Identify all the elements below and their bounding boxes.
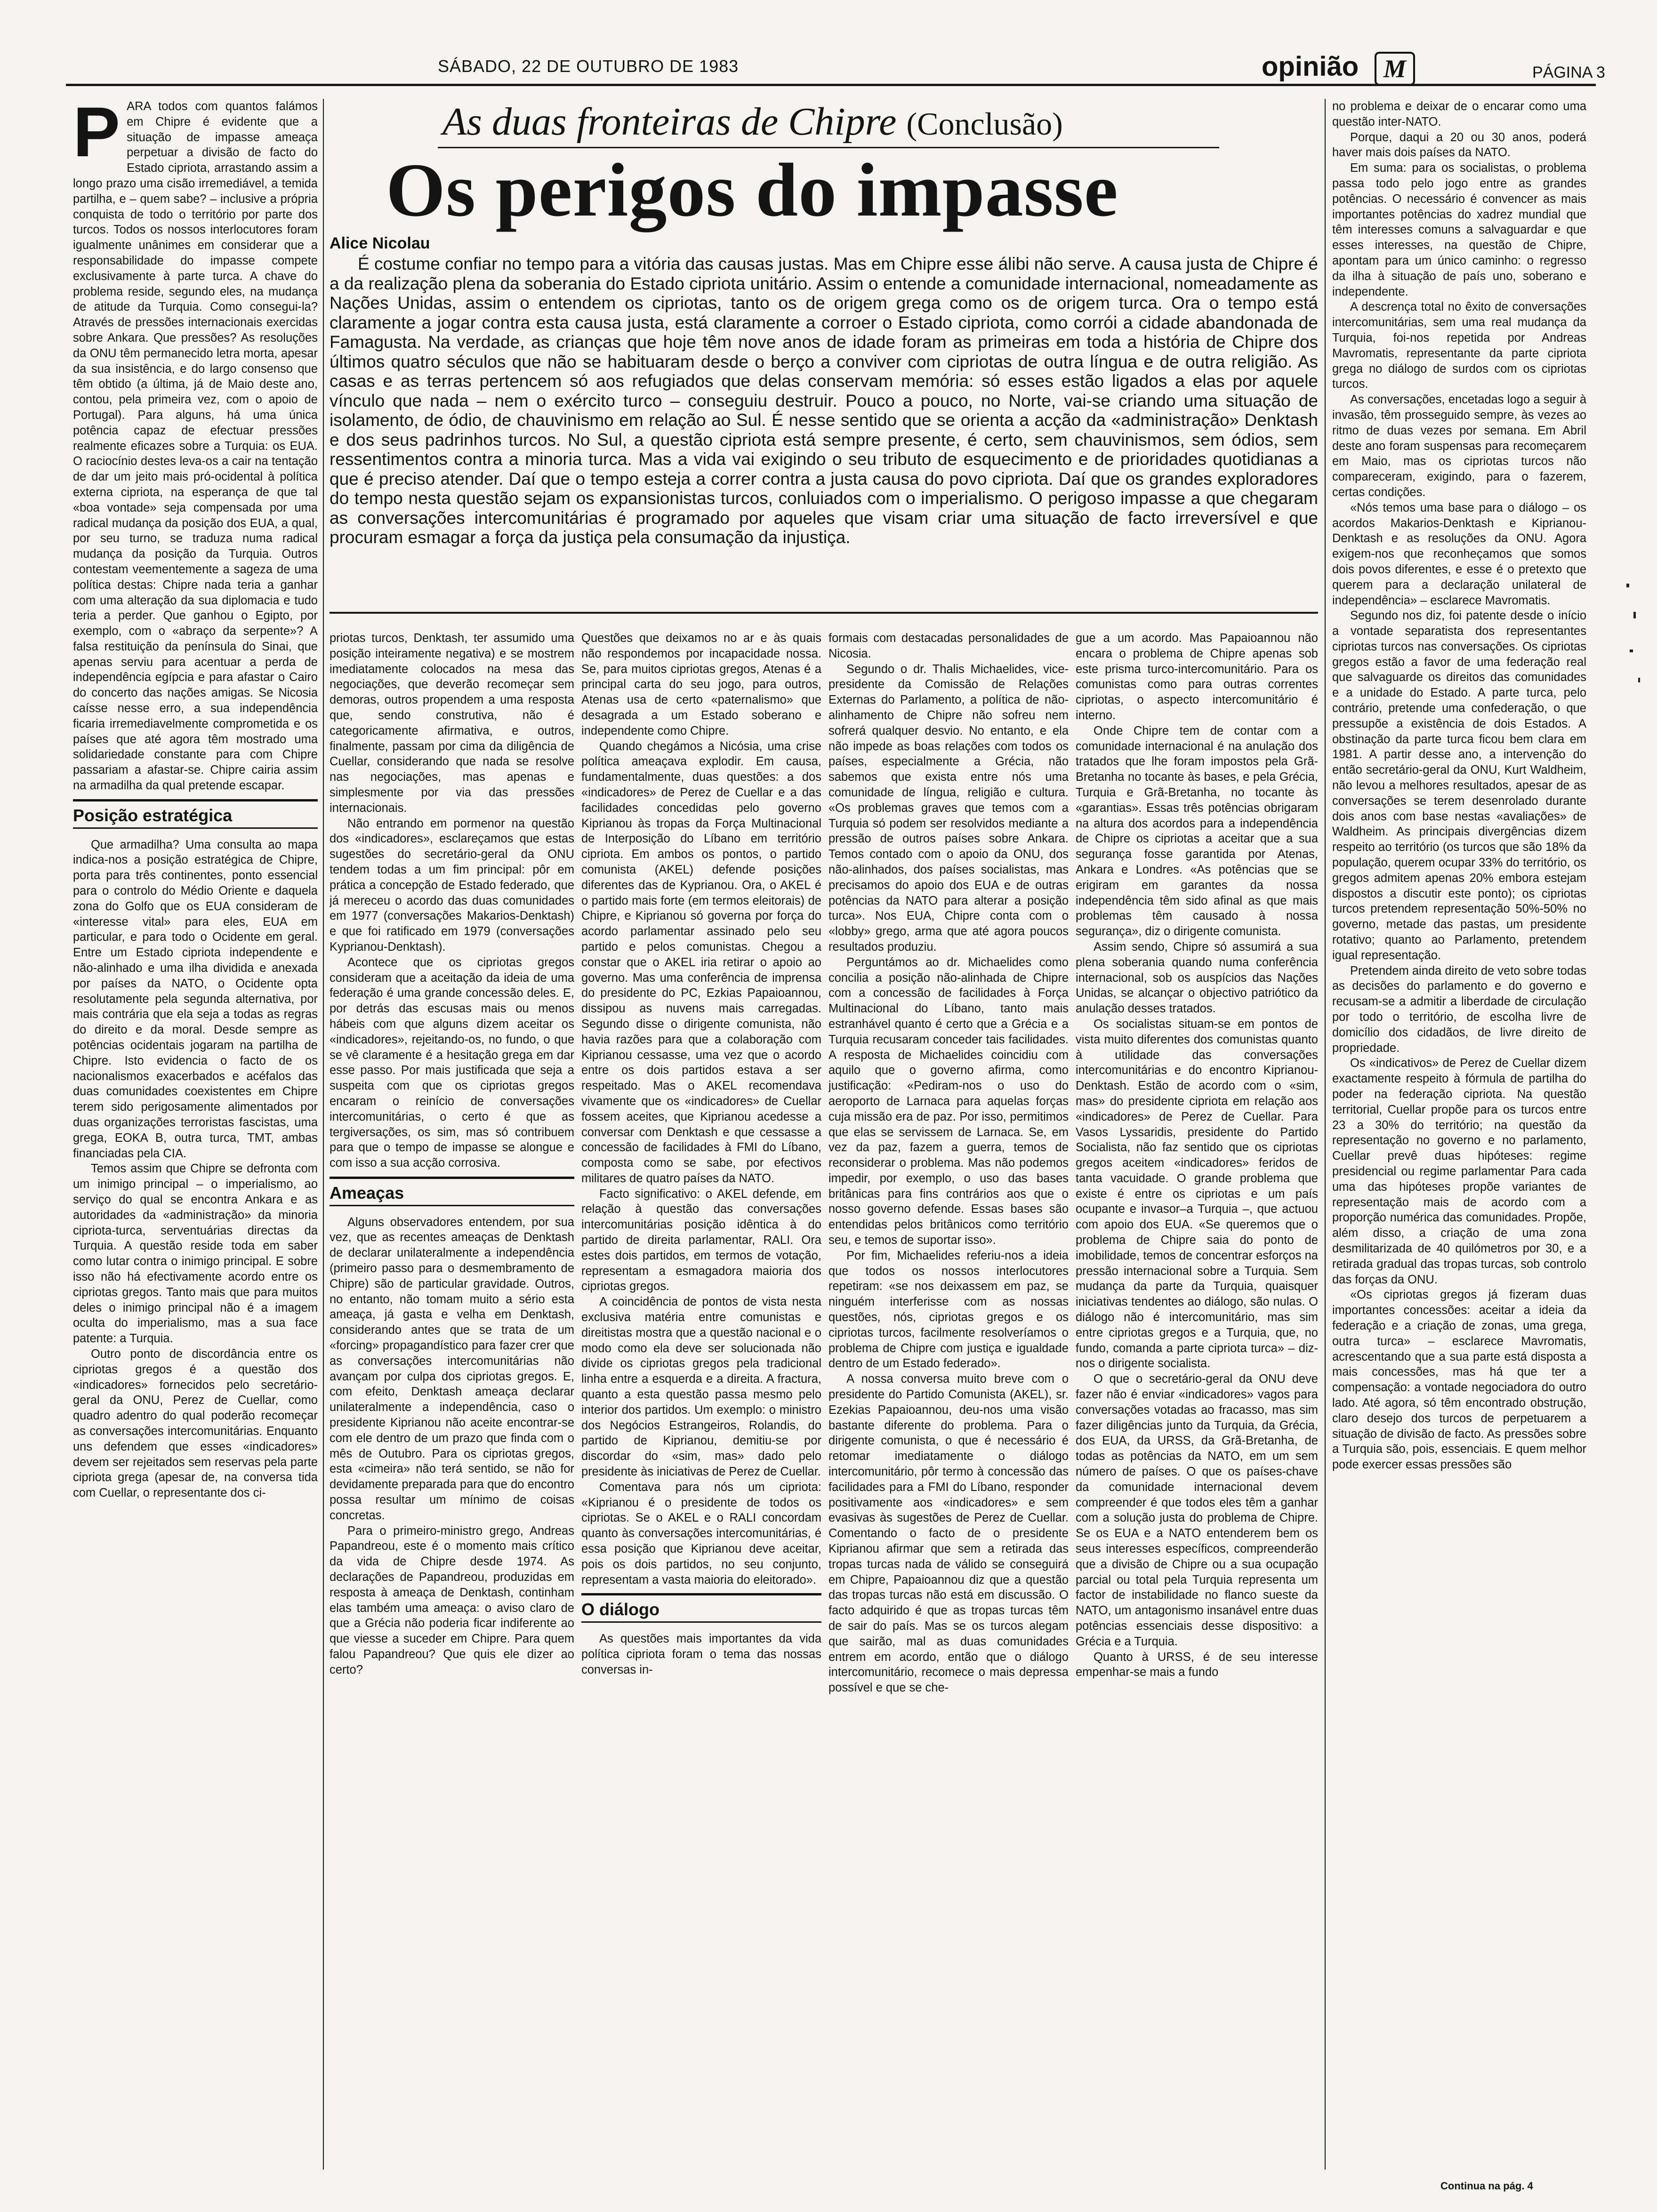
column-2 xyxy=(330,631,574,2167)
scan-speck xyxy=(1633,612,1636,618)
col1-paragraph: Outro ponto de discordância entre os cipriotas gregos é a questão dos «indicadores» fornecidos pelo secretário-geral da ONU, Perez de Cuellar, como quadro adentro do qual poderão recomeçar as conversações intercomunitárias. Enquanto uns defendem que esses «indicadores» devem ser rejeitados sem reservas pela parte cipriota grega (apesar de, na conversa tida com Cuellar, o representante dos ci- xyxy=(73,1347,318,1500)
section-name: opinião xyxy=(1262,51,1359,82)
col5-paragraph: Os socialistas situam-se em pontos de vista muito diferentes dos comunistas quanto à utilidade das conversações intercomunitárias e do encontro Kiprianou-Denktash. Estão de acordo com o «sim, mas» do presidente cipriota em relação aos «indicadores» de Perez de Cuellar. Para Vasos Lyssaridis, presidente do Partido Socialista, não faz sentido que os cipriotas gregos aceitem «indicadores» feridos de tanta vacuidade. O grande problema que existe é entre os cipriotas e um país ocupante e invasor–a Turquia –, que actuou com apoio dos EUA. «Se queremos que o problema de Chipre saia do ponto de imobilidade, temos de concentrar esforços na pressão internacional sobre a Turquia. Sem mudança da parte da Turquia, quaisquer iniciativas tendentes ao diálogo, são nulas. O diálogo não é intercomunitário, mas sim entre cipriotas gregos e a Turquia, que, no fundo, comanda a parte cipriota turca» – diz-nos o dirigente socialista. xyxy=(1076,1017,1318,1370)
author-byline: Alice Nicolau xyxy=(330,234,430,252)
col6-paragraph: «Os cipriotas gregos já fizeram duas importantes concessões: aceitar a ideia da federação e a criação de zonas, uma grega, outra turca» – esclarece Mavromatis, acrescentando que a sua parte está disposta a mais concessões, mas há que ter a compensação: a vontade negociadora do outro lado. Até agora, só têm encontrado obstrução, claro desejo dos turcos de perpetuarem a situação de divisão de facto. As pressões sobre a Turquia são, pois, essenciais. E quem melhor pode exercer essas pressões são xyxy=(1332,1288,1586,1472)
drop-cap: P xyxy=(73,99,121,171)
col5-paragraph: gue a um acordo. Mas Papaioannou não encara o problema de Chipre apenas sob este prisma turco-intercomunitário. Para os comunistas como para outras correntes cipriotas, o aspecto intercomunitário é interno. xyxy=(1076,632,1318,722)
col6-paragraph: A descrença total no êxito de conversações intercomunitárias, sem uma real mudança da Turquia, foi-nos repetida por Andreas Mavromatis, representante da parte cipriota grega no diálogo de surdos com os cipriotas turcos. xyxy=(1332,300,1586,391)
masthead-rule xyxy=(66,84,1596,86)
column-divider xyxy=(1325,99,1326,2170)
column-4 xyxy=(828,631,1069,2167)
col1-paragraph xyxy=(73,99,318,793)
col3-paragraph: A coincidência de pontos de vista nesta exclusiva matéria entre comunistas e direitistas mostra que a questão nacional e o modo como ela deve ser solucionada não divide os cipriotas gregos pela tradicional linha entre a esquerda e a direita. A fractura, quanto a esta questão passa mesmo pelo interior dos partidos. Um exemplo: o ministro dos Negócios Estrangeiros, Rolandis, do partido de Kiprianou, demitiu-se por discordar do «sim, mas» dado pelo presidente às iniciativas de Perez de Cuellar. xyxy=(581,1295,821,1479)
col2-paragraph: Acontece que os cipriotas gregos consideram que a aceitação da ideia de uma federação é uma grande concessão deles. E, por detrás das escusas mais ou menos hábeis com que alguns dizem aceitar os «indicadores», rejeitando-os, no fundo, o que se vê claramente é a hesitação grega em dar esse passo. Por mais justificada que seja a suspeita com que os cipriotas gregos encaram o reinício de conversações intercomunitárias, o certo é que as tergiversações, os sim, mas só contribuem para que o tempo de impasse se alongue e com isso a sua acção corrosiva. xyxy=(330,955,574,1170)
col2-paragraph: priotas turcos, Denktash, ter assumido uma posição inteiramente negativa) e se mostrem imediatamente colocados na mesa das negociações, que deverão recomeçar sem demoras, outros propendem a uma resposta que, sendo construtiva, não é categoricamente afirmativa, e outros, finalmente, passam por cima da diligência de Cuellar, considerando que nada se resolve nas negociações, mas apenas e simplesmente por via das pressões internacionais. xyxy=(330,632,574,815)
newspaper-logo-icon: M xyxy=(1375,52,1415,86)
col1-p1-text: ARA todos com quantos falámos em Chipre é evidente que a situação de impasse ameaça perpetuar a divisão de facto do Estado cipriota, arrastando assim a longo prazo uma cisão irremediável, a temida partilha, e – quem sabe? – inclusive a própria conquista de todo o território por parte dos turcos. Todos os nossos interlocutores foram igualmente unânimes em considerar que a responsabilidade do impasse compete exclusivamente à parte turca. A chave do problema reside, segundo eles, na mudança de atitude da Turquia. Como consegui-la? Através de pressões internacionais exercidas sobre Ankara. Que pressões? As resoluções da ONU têm permanecido letra morta, apesar da sua insistência, e do largo consenso que têm obtido (a última, já de Maio deste ano, contou, pela primeira vez, com o apoio de Portugal). Para alguns, há uma única potência capaz de efectuar pressões realmente eficazes sobre a Turquia: os EUA. O raciocínio destes leva-os a cair na tentação de dar um jeito mais pró-ocidental à política externa cipriota, na esperança de que tal «boa vontade» seja compensada por uma radical mudança da posição dos EUA, a qual, por seu turno, se traduza numa radical mudança da posição da Turquia. Outros contestam veementemente a sageza de uma política destas: Chipre nada teria a ganhar com uma alteração da sua diplomacia e tudo teria a perder. Que ganhou o Egipto, por exemplo, com o «abraço da serpente»? A falsa restituição da península do Sinai, que apenas serviu para acentuar a perda de independência egípcia e para afastar o Cairo do concerto das nações amigas. Se Nicosia caísse nesse erro, a sua independência ficaria irremediavelmente comprometida e os países que até agora têm mostrado uma solidariedade constante para com Chipre passariam a afastar-se. Chipre cairia assim na armadilha da qual pretende escapar. xyxy=(73,100,318,793)
col1-paragraph: Que armadilha? Uma consulta ao mapa indica-nos a posição estratégica de Chipre, porta para três continentes, ponto essencial para o controlo do Médio Oriente e daquela zona do Golfo que os EUA consideram de «interesse vital» para eles, EUA em particular, e para todo o Ocidente em geral. Entre um Estado cipriota independente e não-alinhado e uma ilha dividida e anexada por países da NATO, o Ocidente opta resolutamente pela segunda alternativa, por mais contrária que ela seja a todas as regras do direito e da moral. Desde sempre as potências ocidentais jogaram na partilha de Chipre. Isto evidencia o facto de os nacionalismos exacerbados e acéfalos das duas comunidades coexistentes em Chipre terem sido perigosamente alimentados por duas organizações terroristas fascistas, uma grega, EOKA B, outra turca, TMT, ambas financiadas pela CIA. xyxy=(73,838,318,1160)
column-divider xyxy=(323,99,324,2170)
col3-paragraph: As questões mais importantes da vida política cipriota foram o tema das nossas conversas in- xyxy=(581,1632,821,1676)
subhead-o-dialogo: O diálogo xyxy=(581,1593,821,1623)
page-number: PÁGINA 3 xyxy=(1532,64,1605,81)
col4-paragraph: Por fim, Michaelides referiu-nos a ideia que todos os nossos interlocutores repetiram: «se nos deixassem em paz, se ninguém interferisse com as nossas questões, nós, cipriotas gregos e os cipriotas turcos, facilmente resolveríamos o problema de Chipre com justiça e igualdade dentro de um Estado federado». xyxy=(828,1249,1069,1370)
subhead-ameacas: Ameaças xyxy=(330,1177,574,1206)
lead-paragraph: É costume confiar no tempo para a vitória das causas justas. Mas em Chipre esse álibi não serve. A causa justa de Chipre é a da realização plena da soberania do Estado cipriota unitário. Assim o entende a comunidade internacional, nomeadamente as Nações Unidas, assim o entendem os cipriotas, tanto os de origem grega como os de origem turca. Ora o tempo está claramente a jogar contra esta causa justa, está claramente a corroer o Estado cipriota, como corrói a cidade abandonada de Famagusta. Na verdade, as crianças que hoje têm nove anos de idade foram as primeiras em toda a história de Chipre dos últimos quatro séculos que não se habituaram desde o berço a conviver com cipriotas de outra língua e de outra religião. As casas e as terras pertencem só aos refugiados que delas conservam memória: só esses estão ligados a elas por aquele vínculo que nada – nem o exército turco – conseguiu destruir. Pouco a pouco, no Norte, vai-se criando uma situação de isolamento, de ódio, de chauvinismo em relação ao Sul. É nesse sentido que se orienta a acção da «administração» Denktash e dos seus padrinhos turcos. No Sul, a questão cipriota está sempre presente, é certo, sem chauvinismos, sem ódios, sem ressentimentos contra a minoria turca. Mas a vida vai exigindo o seu tributo de esquecimento e de prioridades quotidianas a que é preciso atender. Daí que o tempo esteja a correr contra a justa causa do povo cipriota. Daí que os grandes exploradores do tempo nesta questão sejam os expansionistas turcos, conluiados com o imperialismo. O perigoso impasse a que chegaram as conversações intercomunitárias é programado por aqueles que visam criar uma situação de facto irreversível e que procuram esmagar a força da justiça pela consumação da injustiça. xyxy=(330,254,1318,547)
column-6 xyxy=(1332,99,1586,2167)
lead-bottom-rule xyxy=(330,612,1318,614)
col3-paragraph: Quando chegámos a Nicósia, uma crise política ameaçava explodir. Em causa, fundamentalmente, duas questões: a dos «indicadores» de Perez de Cuellar e a das facilidades concedidas pelo governo Kiprianou às tropas da Força Multinacional de Interposição do Líbano em território cipriota. Em ambos os pontos, o partido comunista (AKEL) defende posições diferentes das de Kyprianou. Ora, o AKEL é o partido mais forte (em termos eleitorais) de Chipre, e Kiprianou só governa por força do acordo parlamentar assinado pelo seu partido e pelos comunistas. Chegou a constar que o AKEL iria retirar o apoio ao governo. Mas uma conferência de imprensa do presidente do PC, Ezkias Papaioannou, dissipou as nuvens mais carregadas. Segundo disse o dirigente comunista, não havia razões para que a colaboração com Kiprianou cessasse, uma vez que o acordo entre os dois partidos estava a ser respeitado. Mas o AKEL recomendava vivamente que os «indicadores» de Cuellar fossem aceites, que Kiprianou acedesse a conversar com Denktash e que cessasse a concessão de facilidades à FMI do Líbano, composta como se sabe, por efectivos militares de quatro países da NATO. xyxy=(581,739,821,1185)
col6-paragraph: As conversações, encetadas logo a seguir à invasão, têm prosseguido sempre, às vezes ao ritmo de duas vezes por semana. Em Abril deste ano foram suspensas para recomeçarem em Maio, mas os cipriotas turcos não compareceram, exigindo, para o fazerem, certas condições. xyxy=(1332,393,1586,499)
col5-paragraph: Assim sendo, Chipre só assumirá a sua plena soberania quando numa conferência internacional, sob os auspícios das Nações Unidas, se alcançar o objectivo patriótico da anulação desses tratados. xyxy=(1076,940,1318,1016)
col6-paragraph: «Nós temos uma base para o diálogo – os acordos Makarios-Denktash e Kiprianou-Denktash e as resoluções da ONU. Agora exigem-nos que reconheçamos que somos dois povos diferentes, e esse é o pretexto que querem para a declaração unilateral de independência» – esclarece Mavromatis. xyxy=(1332,501,1586,607)
article-kicker xyxy=(442,99,1063,144)
col6-paragraph: no problema e deixar de o encarar como uma questão inter-NATO. xyxy=(1332,100,1586,128)
column-5 xyxy=(1076,631,1318,2167)
col5-paragraph: Onde Chipre tem de contar com a comunidade internacional é na anulação dos tratados que lhe foram impostos pela Grã-Bretanha no tocante às bases, e pela Grécia, Turquia e Grã-Bretanha, no tocante às «garantias». Essas três potências obrigaram na altura dos acordos para a independência de Chipre os cipriotas a aceitar que a sua segurança fosse garantida por Atenas, Ankara e Londres. «As potências que se erigiram em garantes da nossa independência têm sido afinal as que mais problemas têm causado à nossa segurança», diz o dirigente comunista. xyxy=(1076,724,1318,938)
col3-paragraph: Questões que deixamos no ar e às quais não respondemos por incapacidade nossa. Se, para muitos cipriotas gregos, Atenas é a principal carta do seu jogo, para outros, Atenas usa de certo «paternalismo» que desagrada a um Estado soberano e independente como Chipre. xyxy=(581,632,821,737)
column-3 xyxy=(581,631,821,2167)
col4-paragraph: formais com destacadas personalidades de Nicosia. xyxy=(828,632,1069,660)
col3-paragraph: Facto significativo: o AKEL defende, em relação à questão das conversações intercomunitárias posição idêntica à do partido de direita parlamentar, RALI. Ora estes dois partidos, em termos de votação, representam a esmagadora maioria dos cipriotas gregos. xyxy=(581,1187,821,1293)
col5-paragraph: O que o secretário-geral da ONU deve fazer não é enviar «indicadores» vagos para conversações votadas ao fracasso, mas sim fazer diligências junto da Turquia, da Grécia, dos EUA, da URSS, da Grã-Bretanha, de todas as potências da NATO, em um sem número de países. O que os países-chave da comunidade internacional devem compreender é que todos eles têm a ganhar com a solução justa do problema de Chipre. Se os EUA e a NATO entenderem bem os seus interesses específicos, compreenderão que a divisão de Chipre ou a sua ocupação parcial ou total pela Turquia representa um factor de instabilidade no flanco sueste da NATO, um antagonismo insanável entre duas potências essenciais desse dispositivo: a Grécia e a Turquia. xyxy=(1076,1372,1318,1648)
col4-paragraph: A nossa conversa muito breve com o presidente do Partido Comunista (AKEL), sr. Ezekias Papaioannou, deu-nos uma visão bastante diferente do problema. Para o dirigente comunista, o que é necessário é retomar imediatamente o diálogo intercomunitário, pôr termo à concessão das facilidades para a FMI do Líbano, responder positivamente aos «indicadores» e sem evasivas às sugestões de Perez de Cuellar. Comentando o facto de o presidente Kiprianou afirmar que sem a retirada das tropas turcas nada de válido se conseguirá em Chipre, Papaioannou diz que a questão das tropas turcas não está em discussão. O facto adquirido é que as tropas turcas têm de sair do país. Mas se os turcos alegam que sairão, mal as duas comunidades entrem em acordo, então que o diálogo intercomunitário, recomece o mais depressa possível e que se che- xyxy=(828,1372,1069,1695)
issue-date: SÁBADO, 22 DE OUTUBRO DE 1983 xyxy=(438,56,739,76)
kicker-text: As duas fronteiras de Chipre xyxy=(442,100,897,144)
col4-paragraph: Perguntámos ao dr. Michaelides como concilia a posição não-alinhada de Chipre com a concessão de facilidades à Força Multinacional do Líbano, tanto mais estranhável quanto é certo que a Grécia e a Turquia recusaram conceder tais facilidades. A resposta de Michaelides coincidiu com aquilo que o governo afirma, como justificação: «Pediram-nos o uso do aeroporto de Larnaca para aquelas forças cuja missão era de paz. Por isso, permitimos que elas se servissem de Larnaca. Se, em vez da paz, fazem a guerra, temos de reconsiderar o problema. Mas não podemos impedir, por exemplo, o uso das bases britânicas para fins contrários aos que o nosso governo defende. Essas bases são entendidas pelos britânicos como território seu, e temos de suportar isso». xyxy=(828,955,1069,1247)
col1-paragraph: Temos assim que Chipre se defronta com um inimigo principal – o imperialismo, ao serviço do qual se encontra Ankara e as autoridades da «administração» da minoria cipriota-turca, serventuárias directas da Turquia. A questão reside toda em saber como lutar contra o inimigo principal. E sobre isso não há efectivamente acordo entre os cipriotas gregos. Tanto mais que para muitos deles o inimigo principal não é a imagem oculta do imperialismo, mas a sua face patente: a Turquia. xyxy=(73,1162,318,1346)
col3-paragraph: Comentava para nós um cipriota: «Kiprianou é o presidente de todos os cipriotas. Se o AKEL e o RALI concordam quanto às conversações intercomunitárias, é essa posição que Kiprianou deve aceitar, pois os dois partidos, no seu conjunto, representam a vasta maioria do eleitorado». xyxy=(581,1480,821,1587)
scan-speck xyxy=(1630,649,1633,652)
subhead-posicao-estrategica: Posição estratégica xyxy=(73,799,318,829)
col6-paragraph: Os «indicativos» de Perez de Cuellar dizem exactamente respeito à fórmula de partilha do poder na federação cipriota. Na questão territorial, Cuellar propõe para os turcos entre 23 a 30% do território; na questão da representação no governo e no parlamento, Cuellar prevê duas hipóteses: regime presidencial ou regime parlamentar Para cada uma das hipóteses propõe variantes de representação mais de acordo com a proporção numérica das comunidades. Propõe, além disso, a criação de uma zona desmilitarizada de 40 quilómetros por 30, e a retirada gradual das tropas turcas, sob controlo das forças da ONU. xyxy=(1332,1057,1586,1286)
kicker-conclusion: (Conclusão) xyxy=(906,106,1063,142)
scan-speck xyxy=(1626,584,1629,587)
col4-paragraph: Segundo o dr. Thalis Michaelides, vice-presidente da Comissão de Relações Externas do Parlamento, a política de não-alinhamento de Chipre não sofreu nem sofrerá qualquer desvio. No entanto, e ela não impede as boas relações com todos os países, especialmente a Grécia, não sabemos que exista entre nós uma comunidade de língua, religião e cultura. «Os problemas graves que temos com a Turquia só podem ser resolvidos mediante a pressão de outros países sobre Ankara. Temos contado com o apoio da ONU, dos não-alinhados, dos países socialistas, mas precisamos do apoio dos EUA e de outras potências da NATO para alterar a posição turca». Nos EUA, Chipre conta com o «lobby» grego, arma que até agora poucos resultados produziu. xyxy=(828,662,1069,954)
col2-paragraph: Alguns observadores entendem, por sua vez, que as recentes ameaças de Denktash de declarar unilateralmente a independência (primeiro passo para o desmembramento de Chipre) são de particular gravidade. Outros, no entanto, não tomam muito a sério esta ameaça, já gasta e velha em Denktash, considerando antes que se trata de um «forcing» propagandístico para fazer crer que as conversações intercomunitárias não avançam por culpa dos cipriotas gregos. E, com efeito, Denktash ameaça declarar unilateralmente a independência, caso o presidente Kiprianou não aceite encontrar-se com ele dentro de um prazo que finda com o mês de Outubro. Para os cipriotas gregos, esta «cimeira» não terá sentido, se não for devidamente preparada para que do encontro possa resultar um mínimo de coisas concretas. xyxy=(330,1215,574,1522)
scan-speck xyxy=(1638,678,1640,682)
col6-paragraph: Pretendem ainda direito de veto sobre todas as decisões do parlamento e do governo e recusam-se a admitir a liberdade de circulação por todo o território, de escolha livre de domicílio dos cidadãos, de livre direito de propriedade. xyxy=(1332,964,1586,1055)
article-lead xyxy=(330,254,1318,547)
col2-paragraph: Não entrando em pormenor na questão dos «indicadores», esclareçamos que estas sugestões do secretário-geral da ONU tendem todas a um fim principal: pôr em prática a concepção de Estado federado, que já mereceu o acordo das duas comunidades em 1977 (conversações Makarios-Denktash) e que foi ratificado em 1979 (conversações Kyprianou-Denktash). xyxy=(330,817,574,954)
col2-paragraph: Para o primeiro-ministro grego, Andreas Papandreou, este é o momento mais crítico da vida de Chipre desde 1974. As declarações de Papandreou, produzidas em resposta à ameaça de Denktash, continham elas também uma ameaça: o aviso claro de que a Grécia não poderia ficar indiferente ao que viesse a suceder em Chipre. Para quem falou Papandreou? Que quis ele dizer ao certo? xyxy=(330,1524,574,1676)
article-title: Os perigos do impasse xyxy=(386,148,1118,232)
col6-paragraph: Em suma: para os socialistas, o problema passa todo pelo jogo entre as grandes potências. O necessário é convencer as mais importantes potências do xadrez mundial que têm interesses comuns a salvaguardar e que esses interesses, na questão de Chipre, apontam para um único caminho: o regresso da ilha à situação de país uno, soberano e independente. xyxy=(1332,161,1586,298)
col6-paragraph: Porque, daqui a 20 ou 30 anos, poderá haver mais dois países da NATO. xyxy=(1332,130,1586,160)
column-1 xyxy=(73,99,318,2167)
col6-paragraph: Segundo nos diz, foi patente desde o início a vontade separatista dos representantes cipriotas turcos nas conversações. Os cipriotas gregos estão a favor de uma federação real que salvaguarde os direitos das comunidades e a unidade do Estado. A parte turca, pelo contrário, pretende uma confederação, o que pressupõe a existência de dois Estados. A obstinação da parte turca ficou bem clara em 1981. A partir desse ano, a intervenção do então secretário-geral da ONU, Kurt Waldheim, não levou a melhores resultados, apesar de as conversações se terem desenrolado durante dois anos com base nestas «avaliações» de Waldheim. As principais divergências dizem respeito ao território (os turcos que são 18% da população, querem ocupar 33% do território, os gregos admitem apenas 20% embora estejam dispostos a discutir este ponto); os cipriotas turcos pretendem representação 50%-50% no governo, metade das pastas, um presidente rotativo; quanto ao Parlamento, pretendem igual representação. xyxy=(1332,609,1586,962)
col5-paragraph: Quanto à URSS, é de seu interesse empenhar-se mais a fundo xyxy=(1076,1650,1318,1679)
continuation-note: Continua na pág. 4 xyxy=(1440,2180,1533,2192)
